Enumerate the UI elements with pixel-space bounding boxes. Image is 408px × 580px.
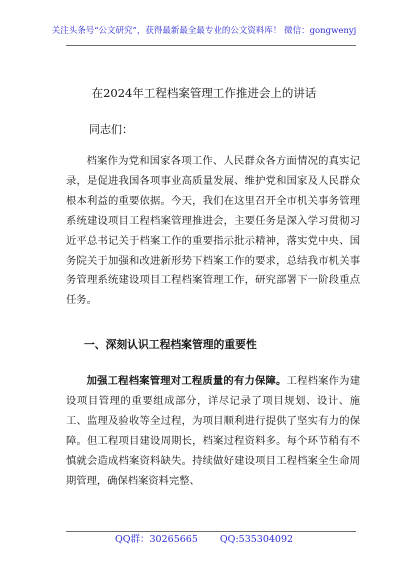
footer-divider: [66, 531, 356, 532]
section-heading-1: 一、深刻认识工程档案管理的重要性: [84, 338, 257, 351]
footer-qq-group: QQ群：30265665: [114, 534, 198, 545]
salutation: 同志们：: [89, 123, 133, 136]
footer-contact: [0, 533, 408, 547]
paragraph-intro: 档案作为党和国家各项工作、人民群众各方面情况的真实记录，是促进我国各项事业高质量发展、维护党和国家及人民群众根本利益的重要依据。今天，我们在这里召开全市机关事务管理系统建设项目工程档案管理推进会，主要任务是深入学习贯彻习近平总书记关于档案工作的重要指示批示精神，落实党中央、国务院关于加强和改进新形势下档案工作的要求，总结我市机关事务管理系统建设项目工程档案管理工作，研究部署下一阶段重点任务。: [66, 155, 360, 307]
paragraph-lead-sentence: 加强工程档案管理对工程质量的有力保障。: [86, 375, 287, 387]
footer-qq: QQ:535304092: [219, 534, 294, 545]
document-title: 在2024年工程档案管理工作推进会上的讲话: [91, 86, 317, 100]
header-banner: 关注头条号“公文研究”，获得最新最全最专业的公文资料库！ 微信：gongwenyj: [51, 26, 357, 36]
paragraph-body-text: 工程档案作为建设项目管理的重要组成部分，详尽记录了项目规划、设计、施工、监理及验收等全过程，为项目顺利进行提供了坚实有力的保障。但工程项目建设周期长，档案过程资料多。每个环节稍有不慎就会造成档案资料缺失。持续做好建设项目工程档案全生命周期管理，确保档案资料完整、: [66, 375, 361, 487]
header-divider: [66, 45, 356, 46]
paragraph-engineering-quality: [66, 372, 360, 491]
